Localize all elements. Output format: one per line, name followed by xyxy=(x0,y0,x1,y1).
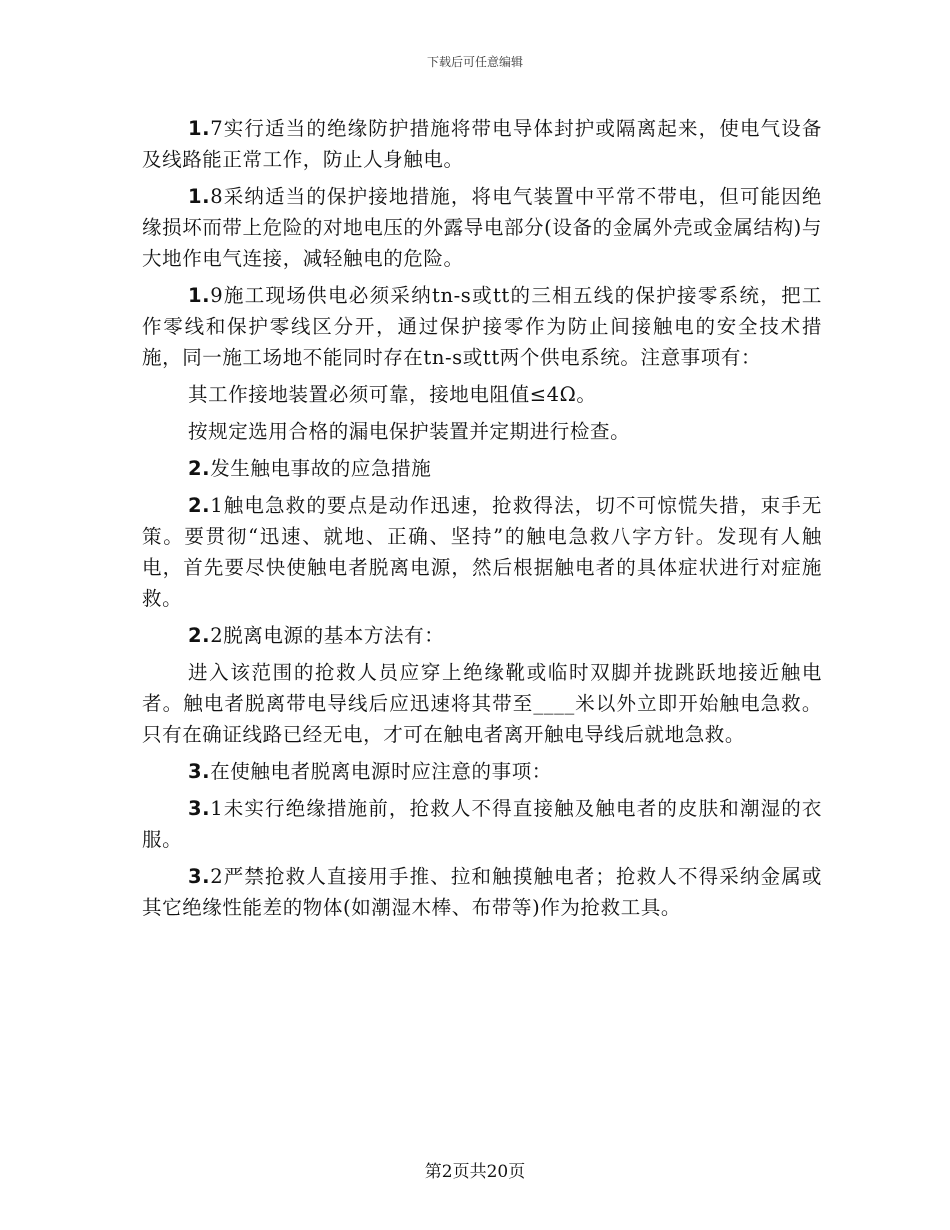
paragraph-grounding xyxy=(142,379,822,410)
paragraph-text: 9施工现场供电必须采纳tn-s或tt的三相五线的保护接零系统，把工作零线和保护零线区分开，通过保护接零作为防止间接触电的安全技术措施，同一施工场地不能同时存在tn-s或tt两个供电系统。注意事项有： xyxy=(142,284,822,369)
page-header: 下载后可任意编辑 xyxy=(426,55,523,69)
section-number: 3. xyxy=(188,760,211,783)
paragraph-text: 在使触电者脱离电源时应注意的事项： xyxy=(210,760,552,783)
section-number: 3. xyxy=(188,865,211,888)
paragraph-3-2 xyxy=(142,861,822,923)
paragraph-text: 发生触电事故的应急措施 xyxy=(210,457,432,480)
paragraph-text: 按规定选用合格的漏电保护装置并定期进行检查。 xyxy=(188,420,631,443)
section-number: 1. xyxy=(188,284,211,307)
paragraph-2-2 xyxy=(142,620,822,651)
page-footer: 第2页共20页 xyxy=(424,1162,526,1182)
section-number: 3. xyxy=(188,797,211,820)
paragraph-text: 1触电急救的要点是动作迅速，抢救得法，切不可惊慌失措，束手无策。要贯彻“迅速、就地、正确、坚持”的触电急救八字方针。发现有人触电，首先要尽快使触电者脱离电源，然后根据触电者的具体症状进行对症施救。 xyxy=(142,494,822,610)
paragraph-1-9 xyxy=(142,280,822,373)
paragraph-text: 1未实行绝缘措施前，抢救人不得直接触及触电者的皮肤和潮湿的衣服。 xyxy=(142,797,822,851)
paragraph-rescue-approach xyxy=(142,657,822,750)
paragraph-leakage-protection xyxy=(142,416,822,447)
section-number: 2. xyxy=(188,624,211,647)
section-number: 2. xyxy=(188,457,211,480)
paragraph-text: 进入该范围的抢救人员应穿上绝缘靴或临时双脚并拢跳跃地接近触电者。触电者脱离带电导线后应迅速将其带至____米以外立即开始触电急救。只有在确证线路已经无电，才可在触电者离开触电导线后就地急救。 xyxy=(142,661,822,746)
section-number: 2. xyxy=(188,494,211,517)
paragraph-text: 8采纳适当的保护接地措施，将电气装置中平常不带电，但可能因绝缘损坏而带上危险的对地电压的外露导电部分(设备的金属外壳或金属结构)与大地作电气连接，减轻触电的危险。 xyxy=(142,185,822,270)
section-heading-2 xyxy=(142,453,822,484)
paragraph-1-8 xyxy=(142,181,822,274)
section-number: 1. xyxy=(188,185,211,208)
paragraph-text: 2严禁抢救人直接用手推、拉和触摸触电者；抢救人不得采纳金属或其它绝缘性能差的物体(如潮湿木棒、布带等)作为抢救工具。 xyxy=(142,865,822,919)
paragraph-text: 2脱离电源的基本方法有： xyxy=(210,624,445,647)
paragraph-text: 其工作接地装置必须可靠，接地电阻值≤4Ω。 xyxy=(188,383,597,406)
paragraph-3-1 xyxy=(142,793,822,855)
section-heading-3 xyxy=(142,756,822,787)
document-body xyxy=(142,113,822,929)
paragraph-2-1 xyxy=(142,490,822,614)
paragraph-1-7 xyxy=(142,113,822,175)
section-number: 1. xyxy=(188,117,211,140)
paragraph-text: 7实行适当的绝缘防护措施将带电导体封护或隔离起来，使电气设备及线路能正常工作，防止人身触电。 xyxy=(142,117,822,171)
